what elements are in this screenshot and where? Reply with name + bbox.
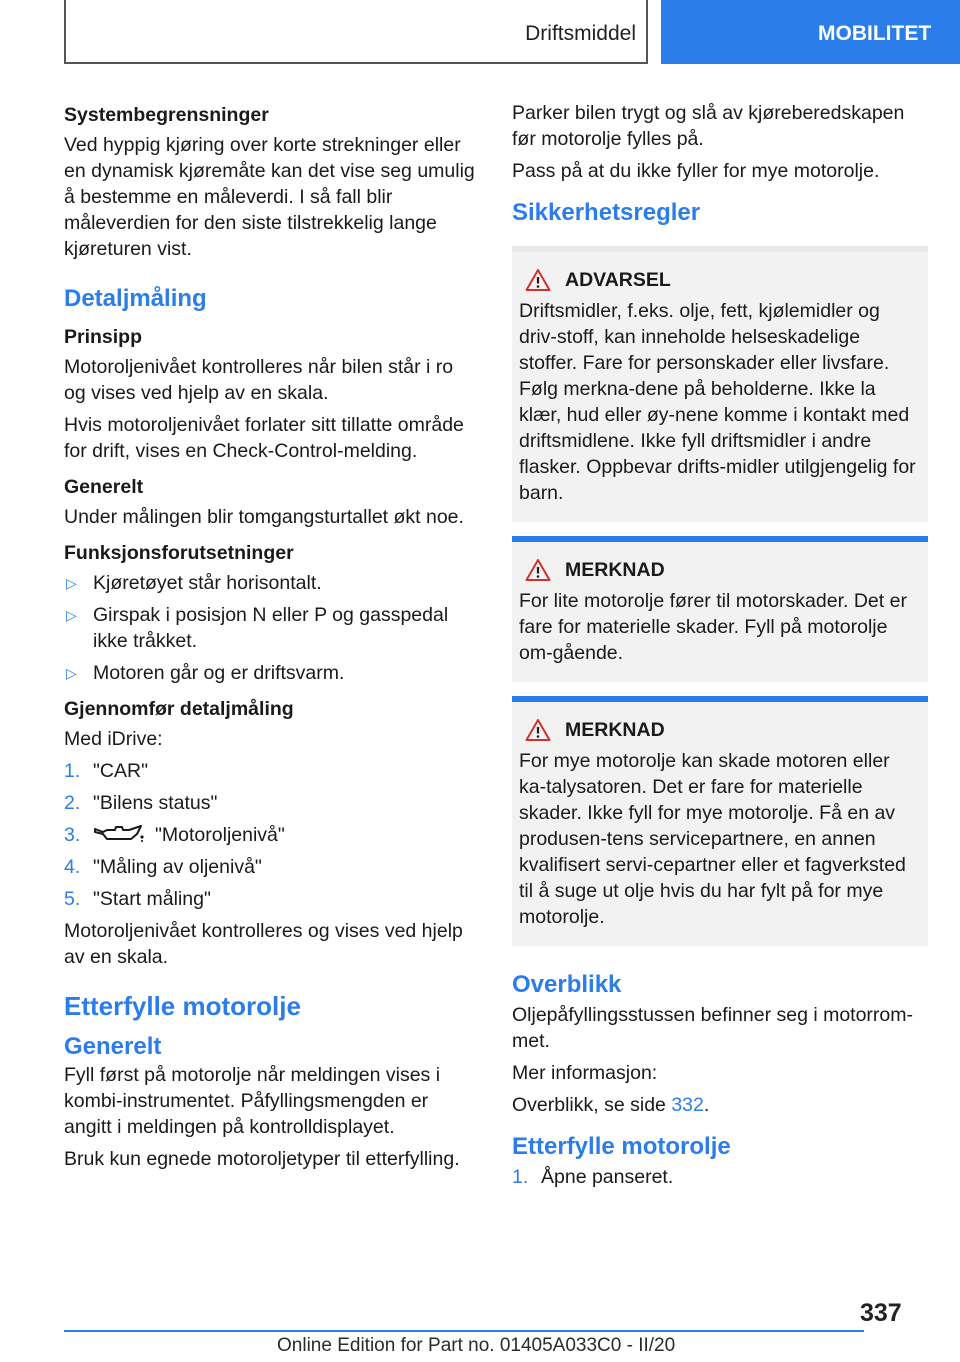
- triangle-bullet-icon: ▷: [66, 665, 77, 681]
- step-number: 2.: [64, 792, 81, 814]
- right-column: [512, 100, 928, 1196]
- refill-steps-heading: Etterfylle motorolje: [512, 1133, 731, 1160]
- step-text: Åpne panseret.: [541, 1166, 674, 1188]
- reference-prefix: Overblikk, se side: [512, 1094, 672, 1116]
- list-item: [64, 602, 480, 654]
- warning-text: Driftsmidler, f.eks. olje, fett, kjølemidler og driv-stoff, kan inneholde helseskadelige stoffer. Fare for personskader eller livsfare. Følg merkna-dene på beholderne. Ikke la klær, hud eller øy-nene komme i kontakt med driftsmidlene. Ikke fyll driftsmidler i andre flasker. Oppbevar drifts-midler utilgjengelig for barn.: [519, 300, 916, 504]
- chapter-tab[interactable]: [661, 0, 960, 64]
- overview-text: Oljepåfyllingsstussen befinner seg i motorrom-met.: [512, 1004, 914, 1052]
- principle-text-1: Motoroljenivået kontrolleres når bilen står i ro og vises ved hjelp av en skala.: [64, 356, 454, 404]
- refill-steps-list: [512, 1164, 928, 1190]
- perform-heading: Gjennomfør detaljmåling: [64, 698, 294, 720]
- list-item: [64, 758, 480, 784]
- refill-text-1: Fyll først på motorolje når meldingen vises i kombi-instrumentet. Påfyllingsmengden er angitt i meldingen på kontrolldisplayet.: [64, 1064, 441, 1138]
- perform-intro: Med iDrive:: [64, 728, 163, 750]
- step-number: 1.: [64, 760, 81, 782]
- edition-footer: Online Edition for Part no. 01405A033C0 - II/20: [277, 1335, 676, 1356]
- requirements-heading: Funksjonsforutsetninger: [64, 542, 294, 564]
- list-item: [64, 790, 480, 816]
- more-info-label: Mer informasjon:: [512, 1062, 658, 1084]
- section-title: Driftsmiddel: [525, 22, 636, 45]
- notice-text: For lite motorolje fører til motorskader. Det er fare for materielle skader. Fyll på motorolje om-gående.: [519, 590, 907, 664]
- park-text: Parker bilen trygt og slå av kjøreberedskapen før motorolje fylles på.: [512, 102, 905, 150]
- general-heading: Generelt: [64, 476, 144, 498]
- notice-title: MERKNAD: [565, 718, 665, 741]
- list-item-text: Kjøretøyet står horisontalt.: [93, 572, 322, 594]
- principle-heading: Prinsipp: [64, 326, 143, 348]
- notice-box: [512, 696, 928, 946]
- notice-title: MERKNAD: [565, 558, 665, 581]
- warning-icon: [525, 558, 551, 582]
- triangle-bullet-icon: ▷: [66, 575, 77, 591]
- triangle-bullet-icon: ▷: [66, 607, 77, 623]
- safety-heading: Sikkerhetsregler: [512, 199, 701, 226]
- notice-header: [519, 718, 922, 742]
- perform-result: Motoroljenivået kontrolleres og vises ved hjelp av en skala.: [64, 920, 463, 968]
- notice-text: For mye motorolje kan skade motoren eller ka-talysatoren. Det er fare for materielle skader. Ikke fyll for mye motorolje. Få en av produsen-tens servicepartnere, en annen kvalifisert servi-cepartner eller et fagverksted til å suge ut olje hvis du har fylt på for mye motorolje.: [519, 750, 906, 928]
- refill-general-heading: Generelt: [64, 1033, 162, 1060]
- system-limits-text: Ved hyppig kjøring over korte strekninger eller en dynamisk kjøremåte kan det vise seg umulig å bestemme en måleverdi. I så fall blir måleverdien for den siste tilstrekkelig lange kjøreturen vist.: [64, 134, 475, 260]
- list-item: [64, 660, 480, 686]
- general-text: Under målingen blir tomgangsturtallet økt noe.: [64, 506, 464, 528]
- step-text: "Måling av oljenivå": [93, 856, 262, 878]
- warning-icon: [525, 718, 551, 742]
- overview-heading: Overblikk: [512, 971, 622, 998]
- step-text: "CAR": [93, 760, 149, 782]
- steps-list: [64, 758, 480, 912]
- step-text: "Bilens status": [93, 792, 218, 814]
- refill-text-2: Bruk kun egnede motoroljetyper til etterfylling.: [64, 1148, 460, 1170]
- list-item-text: Girspak i posisjon N eller P og gasspedal ikke tråkket.: [93, 604, 449, 652]
- system-limits-heading: Systembegrensninger: [64, 104, 269, 126]
- chapter-tab-label: MOBILITET: [818, 22, 932, 45]
- detail-measurement-heading: Detaljmåling: [64, 285, 207, 312]
- overfill-text: Pass på at du ikke fyller for mye motorolje.: [512, 160, 880, 182]
- notice-header: [519, 558, 922, 582]
- overview-reference: [512, 1092, 928, 1118]
- step-number: 1.: [512, 1166, 529, 1188]
- list-item: [512, 1164, 928, 1190]
- refill-heading: Etterfylle motorolje: [64, 991, 301, 1021]
- left-column: [64, 100, 480, 1178]
- principle-text-2: Hvis motoroljenivået forlater sitt tillatte område for drift, vises en Check-Control-melding.: [64, 414, 464, 462]
- list-item: [64, 570, 480, 596]
- warning-header: [519, 268, 922, 292]
- step-number: 5.: [64, 888, 81, 910]
- list-item: [64, 854, 480, 880]
- page-reference-link[interactable]: 332: [671, 1094, 704, 1116]
- step-number: 4.: [64, 856, 81, 878]
- footer-divider: [64, 1330, 864, 1332]
- list-item-text: Motoren går og er driftsvarm.: [93, 662, 345, 684]
- notice-box: [512, 536, 928, 682]
- warning-box: [512, 246, 928, 522]
- requirements-list: [64, 570, 480, 686]
- step-text: "Motoroljenivå": [155, 824, 285, 846]
- list-item: [64, 886, 480, 912]
- page-number: 337: [860, 1299, 902, 1327]
- warning-icon: [525, 268, 551, 292]
- step-number: 3.: [64, 824, 81, 846]
- step-text: "Start måling": [93, 888, 211, 910]
- warning-title: ADVARSEL: [565, 268, 671, 291]
- oil-can-icon: [93, 824, 145, 844]
- reference-suffix: .: [703, 1094, 710, 1116]
- list-item: [64, 822, 480, 848]
